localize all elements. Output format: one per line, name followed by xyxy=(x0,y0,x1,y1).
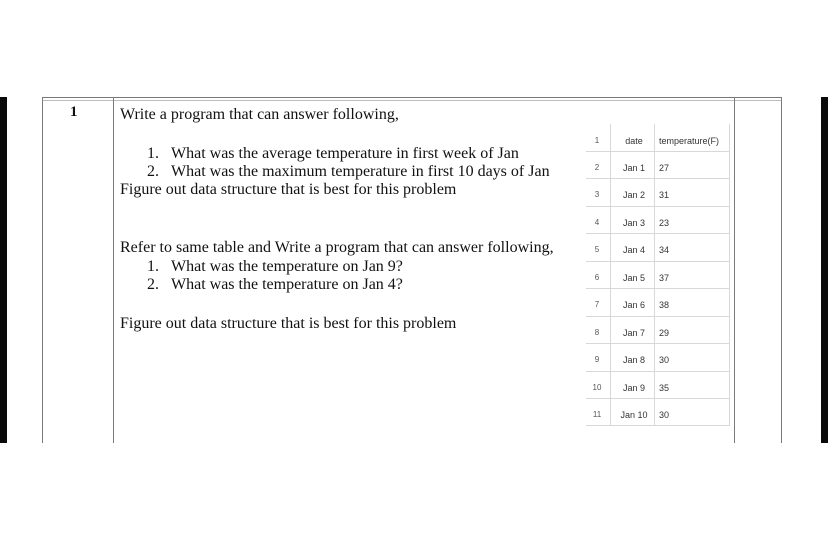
part2-question-2 xyxy=(147,276,403,294)
table-column-divider xyxy=(113,97,114,443)
part1-footer: Figure out data structure that is best for this problem xyxy=(120,181,457,198)
table-top-border xyxy=(42,97,782,98)
table-row xyxy=(586,181,730,208)
part1-intro: Write a program that can answer following, xyxy=(120,106,399,123)
temperature-cell: 35 xyxy=(659,383,670,393)
part2-question-1 xyxy=(147,258,403,276)
row-index: 8 xyxy=(594,328,600,337)
date-cell: Jan 3 xyxy=(622,218,646,228)
table-row xyxy=(586,291,730,318)
question-text: What was the average temperature in first week of Jan xyxy=(171,145,519,162)
table-row xyxy=(586,319,730,346)
date-cell: Jan 5 xyxy=(622,273,646,283)
temperature-cell: 23 xyxy=(659,218,670,228)
table-left-border xyxy=(42,97,43,443)
temperature-cell: 29 xyxy=(659,328,670,338)
left-edge-bar xyxy=(0,97,7,443)
question-number: 1. xyxy=(147,258,159,275)
temperature-cell: 27 xyxy=(659,163,670,173)
date-cell: Jan 2 xyxy=(622,190,646,200)
table-row xyxy=(586,154,730,181)
temperature-cell: 30 xyxy=(659,410,670,420)
table-right-border xyxy=(781,97,782,443)
question-text: What was the temperature on Jan 9? xyxy=(171,258,403,275)
table-row xyxy=(586,264,730,291)
temperature-cell: 34 xyxy=(659,245,670,255)
question-number: 2. xyxy=(147,163,159,180)
row-index: 4 xyxy=(594,218,600,227)
part2-intro: Refer to same table and Write a program that can answer following, xyxy=(120,239,554,256)
right-edge-bar xyxy=(821,97,828,443)
part2-footer: Figure out data structure that is best for this problem xyxy=(120,315,457,332)
date-header: date xyxy=(625,136,643,146)
row-index: 2 xyxy=(594,163,600,172)
table-top-inner-border xyxy=(42,100,782,101)
row-index: 10 xyxy=(592,383,602,392)
row-index: 3 xyxy=(594,190,600,199)
date-cell: Jan 10 xyxy=(620,410,648,420)
date-cell: Jan 1 xyxy=(622,163,646,173)
date-cell: Jan 8 xyxy=(622,355,646,365)
question-number: 1. xyxy=(147,145,159,162)
date-cell: Jan 7 xyxy=(622,328,646,338)
row-index: 1 xyxy=(594,136,600,145)
temperature-cell: 30 xyxy=(659,355,670,365)
part1-question-1 xyxy=(147,145,519,163)
row-index: 7 xyxy=(594,300,600,309)
table-row xyxy=(586,236,730,263)
table-row xyxy=(586,374,730,401)
part1-question-2 xyxy=(147,163,550,181)
table-row xyxy=(586,346,730,373)
question-number: 2. xyxy=(147,276,159,293)
row-index: 5 xyxy=(594,245,600,254)
table-inner-right-border xyxy=(734,97,735,443)
row-index: 6 xyxy=(594,273,600,282)
date-cell: Jan 9 xyxy=(622,383,646,393)
temperature-cell: 37 xyxy=(659,273,670,283)
table-row xyxy=(586,209,730,236)
temperature-cell: 31 xyxy=(659,190,670,200)
question-text: What was the temperature on Jan 4? xyxy=(171,276,403,293)
temperature-header: temperature(F) xyxy=(659,136,720,146)
row-number: 1 xyxy=(70,104,78,120)
date-cell: Jan 4 xyxy=(622,245,646,255)
sheet-header-row xyxy=(586,127,730,154)
date-cell: Jan 6 xyxy=(622,300,646,310)
row-index: 9 xyxy=(594,355,600,364)
temperature-cell: 38 xyxy=(659,300,670,310)
table-row xyxy=(586,401,730,428)
question-text: What was the maximum temperature in first 10 days of Jan xyxy=(171,163,550,180)
row-index: 11 xyxy=(592,410,602,419)
